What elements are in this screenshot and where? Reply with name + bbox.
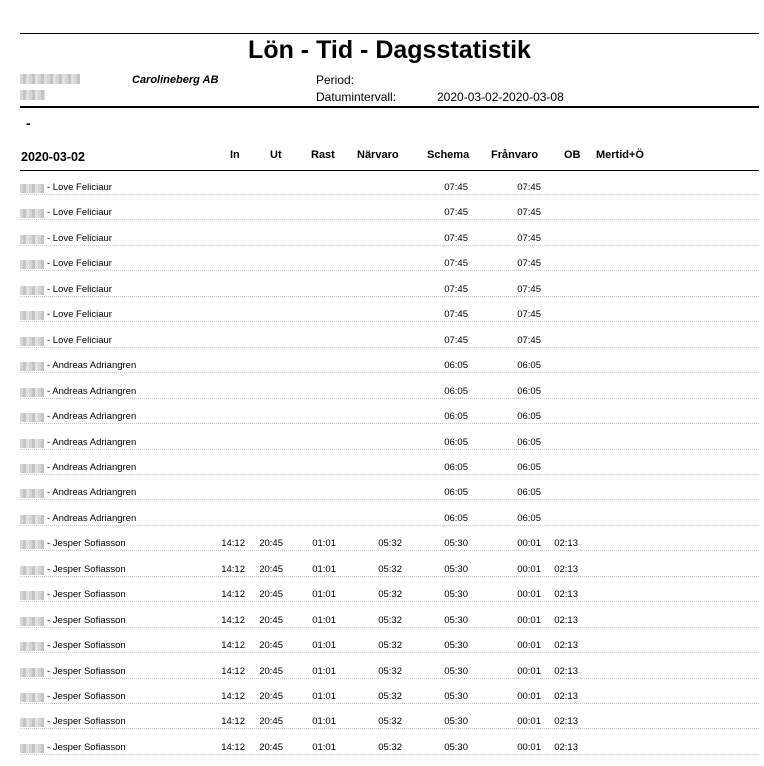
cell-schema: 05:30 <box>434 615 468 626</box>
redacted-employee-id <box>20 744 44 753</box>
row-leader-dots <box>20 678 759 679</box>
cell-ob: 02:13 <box>544 716 578 727</box>
cell-schema: 07:45 <box>434 335 468 346</box>
employee-name: - Jesper Sofiasson <box>47 563 126 575</box>
cell-schema: 07:45 <box>434 309 468 320</box>
cell-franvaro: 06:05 <box>507 487 541 498</box>
cell-franvaro: 00:01 <box>507 589 541 600</box>
redacted-employee-id <box>20 617 44 626</box>
redacted-employee-id <box>20 311 44 320</box>
cell-ut: 20:45 <box>249 666 283 677</box>
company-name: Carolineberg AB <box>132 74 219 86</box>
cell-schema: 05:30 <box>434 666 468 677</box>
cell-rast: 01:01 <box>302 589 336 600</box>
redacted-org-code <box>20 90 45 100</box>
cell-schema: 05:30 <box>434 640 468 651</box>
redacted-employee-id <box>20 286 44 295</box>
cell-schema: 05:30 <box>434 564 468 575</box>
redacted-employee-id <box>20 515 44 524</box>
employee-name: - Andreas Adriangren <box>47 360 137 372</box>
cell-ob: 02:13 <box>544 640 578 651</box>
table-row <box>20 462 759 480</box>
cell-schema: 06:05 <box>434 411 468 422</box>
employee-name: - Love Feliciaur <box>47 283 112 295</box>
row-leader-dots <box>20 576 759 577</box>
row-leader-dots <box>20 270 759 271</box>
cell-rast: 01:01 <box>302 564 336 575</box>
row-leader-dots <box>20 449 759 450</box>
cell-schema: 07:45 <box>434 284 468 295</box>
cell-ob: 02:13 <box>544 691 578 702</box>
date-heading: 2020-03-02 <box>21 150 85 164</box>
employee-name: - Jesper Sofiasson <box>47 665 126 677</box>
cell-ut: 20:45 <box>249 564 283 575</box>
row-leader-dots <box>20 754 759 755</box>
employee-name: - Jesper Sofiasson <box>47 741 126 753</box>
cell-schema: 05:30 <box>434 716 468 727</box>
cell-franvaro: 00:01 <box>507 742 541 753</box>
row-leader-dots <box>20 347 759 348</box>
cell-franvaro: 07:45 <box>507 207 541 218</box>
row-leader-dots <box>20 372 759 373</box>
employee-name: - Love Feliciaur <box>47 334 112 346</box>
row-leader-dots <box>20 219 759 220</box>
cell-ut: 20:45 <box>249 742 283 753</box>
cell-ut: 20:45 <box>249 589 283 600</box>
table-row <box>20 538 759 556</box>
employee-name: - Jesper Sofiasson <box>47 589 126 601</box>
cell-rast: 01:01 <box>302 538 336 549</box>
cell-franvaro: 00:01 <box>507 640 541 651</box>
cell-franvaro: 06:05 <box>507 462 541 473</box>
employee-name: - Love Feliciaur <box>47 182 112 193</box>
header-rule <box>20 106 759 108</box>
cell-franvaro: 07:45 <box>507 335 541 346</box>
row-leader-dots <box>20 245 759 246</box>
row-leader-dots <box>20 627 759 628</box>
row-leader-dots <box>20 474 759 475</box>
table-row <box>20 589 759 607</box>
row-leader-dots <box>20 601 759 602</box>
col-header-schema: Schema <box>427 149 470 161</box>
col-header-rast: Rast <box>311 149 335 161</box>
employee-name: - Love Feliciaur <box>47 309 112 321</box>
table-row <box>20 182 759 200</box>
row-leader-dots <box>20 321 759 322</box>
cell-schema: 06:05 <box>434 487 468 498</box>
cell-narvaro: 05:32 <box>368 691 402 702</box>
employee-name: - Jesper Sofiasson <box>47 538 126 550</box>
cell-schema: 06:05 <box>434 513 468 524</box>
redacted-employee-id <box>20 464 44 473</box>
cell-schema: 07:45 <box>434 182 468 193</box>
table-row <box>20 437 759 455</box>
row-leader-dots <box>20 652 759 653</box>
col-header-narvaro: Närvaro <box>357 149 399 161</box>
cell-schema: 07:45 <box>434 258 468 269</box>
cell-franvaro: 00:01 <box>507 538 541 549</box>
table-row <box>20 309 759 327</box>
cell-in: 14:12 <box>211 615 245 626</box>
cell-ob: 02:13 <box>544 564 578 575</box>
table-row <box>20 386 759 404</box>
redacted-employee-id <box>20 235 44 244</box>
cell-franvaro: 07:45 <box>507 258 541 269</box>
cell-ob: 02:13 <box>544 742 578 753</box>
table-row <box>20 335 759 353</box>
column-header-rule <box>20 170 759 171</box>
row-leader-dots <box>20 296 759 297</box>
cell-schema: 06:05 <box>434 360 468 371</box>
cell-franvaro: 06:05 <box>507 411 541 422</box>
cell-narvaro: 05:32 <box>368 666 402 677</box>
table-row <box>20 284 759 302</box>
row-leader-dots <box>20 499 759 500</box>
table-row <box>20 233 759 251</box>
cell-in: 14:12 <box>211 640 245 651</box>
cell-narvaro: 05:32 <box>368 589 402 600</box>
cell-rast: 01:01 <box>302 742 336 753</box>
redacted-employee-id <box>20 668 44 677</box>
cell-franvaro: 00:01 <box>507 691 541 702</box>
cell-schema: 06:05 <box>434 462 468 473</box>
row-leader-dots <box>20 398 759 399</box>
cell-franvaro: 07:45 <box>507 233 541 244</box>
employee-name: - Jesper Sofiasson <box>47 640 126 652</box>
cell-in: 14:12 <box>211 666 245 677</box>
redacted-employee-id <box>20 209 44 218</box>
cell-narvaro: 05:32 <box>368 640 402 651</box>
cell-franvaro: 00:01 <box>507 666 541 677</box>
redacted-employee-id <box>20 540 44 549</box>
employee-name: - Jesper Sofiasson <box>47 716 126 728</box>
redacted-employee-id <box>20 642 44 651</box>
employee-name: - Andreas Adriangren <box>47 385 137 397</box>
redacted-employee-id <box>20 693 44 702</box>
employee-name: - Andreas Adriangren <box>47 461 137 473</box>
report-title: Lön - Tid - Dagsstatistik <box>248 36 531 64</box>
redacted-employee-id <box>20 489 44 498</box>
row-leader-dots <box>20 194 759 195</box>
employee-name: - Andreas Adriangren <box>47 436 137 448</box>
cell-narvaro: 05:32 <box>368 716 402 727</box>
cell-in: 14:12 <box>211 538 245 549</box>
employee-name: - Andreas Adriangren <box>47 411 137 423</box>
row-leader-dots <box>20 703 759 704</box>
redacted-org-number <box>20 74 80 84</box>
redacted-employee-id <box>20 566 44 575</box>
cell-franvaro: 06:05 <box>507 360 541 371</box>
cell-rast: 01:01 <box>302 615 336 626</box>
interval-label: Datumintervall: <box>316 90 397 104</box>
cell-franvaro: 00:01 <box>507 564 541 575</box>
cell-ut: 20:45 <box>249 716 283 727</box>
interval-value: 2020-03-02-2020-03-08 <box>437 90 564 104</box>
table-row <box>20 640 759 658</box>
cell-narvaro: 05:32 <box>368 615 402 626</box>
cell-rast: 01:01 <box>302 640 336 651</box>
redacted-employee-id <box>20 439 44 448</box>
cell-schema: 06:05 <box>434 437 468 448</box>
cell-ob: 02:13 <box>544 615 578 626</box>
cell-schema: 06:05 <box>434 386 468 397</box>
cell-franvaro: 06:05 <box>507 386 541 397</box>
cell-rast: 01:01 <box>302 666 336 677</box>
cell-narvaro: 05:32 <box>368 564 402 575</box>
cell-franvaro: 07:45 <box>507 284 541 295</box>
cell-ut: 20:45 <box>249 538 283 549</box>
cell-in: 14:12 <box>211 691 245 702</box>
cell-in: 14:12 <box>211 716 245 727</box>
cell-franvaro: 07:45 <box>507 309 541 320</box>
cell-franvaro: 06:05 <box>507 513 541 524</box>
cell-ut: 20:45 <box>249 691 283 702</box>
employee-name: - Andreas Adriangren <box>47 487 137 499</box>
cell-ut: 20:45 <box>249 615 283 626</box>
cell-in: 14:12 <box>211 589 245 600</box>
table-row <box>20 716 759 734</box>
employee-name: - Andreas Adriangren <box>47 512 137 524</box>
redacted-employee-id <box>20 718 44 727</box>
cell-ut: 20:45 <box>249 640 283 651</box>
employee-name: - Love Feliciaur <box>47 207 112 219</box>
cell-schema: 07:45 <box>434 207 468 218</box>
col-header-franvaro: Frånvaro <box>491 149 539 161</box>
row-leader-dots <box>20 550 759 551</box>
table-row <box>20 742 759 760</box>
cell-schema: 05:30 <box>434 691 468 702</box>
cell-schema: 05:30 <box>434 538 468 549</box>
redacted-employee-id <box>20 413 44 422</box>
redacted-employee-id <box>20 388 44 397</box>
col-header-ut: Ut <box>270 149 282 161</box>
table-row <box>20 513 759 531</box>
table-row <box>20 411 759 429</box>
employee-name: - Jesper Sofiasson <box>47 691 126 702</box>
employee-name: - Jesper Sofiasson <box>47 614 126 626</box>
row-leader-dots <box>20 525 759 526</box>
col-header-mertid: Mertid+Ö <box>596 149 644 161</box>
cell-schema: 05:30 <box>434 589 468 600</box>
cell-rast: 01:01 <box>302 716 336 727</box>
cell-franvaro: 07:45 <box>507 182 541 193</box>
table-row <box>20 207 759 225</box>
table-row <box>20 666 759 684</box>
cell-franvaro: 06:05 <box>507 437 541 448</box>
row-leader-dots <box>20 728 759 729</box>
employee-name: - Love Feliciaur <box>47 232 112 244</box>
table-row <box>20 691 759 709</box>
redacted-employee-id <box>20 362 44 371</box>
cell-schema: 05:30 <box>434 742 468 753</box>
col-header-in: In <box>230 149 240 161</box>
cell-ob: 02:13 <box>544 589 578 600</box>
redacted-employee-id <box>20 184 44 193</box>
period-label: Period: <box>316 73 355 87</box>
cell-narvaro: 05:32 <box>368 538 402 549</box>
group-dash: - <box>26 115 31 131</box>
redacted-employee-id <box>20 260 44 269</box>
cell-rast: 01:01 <box>302 691 336 702</box>
cell-narvaro: 05:32 <box>368 742 402 753</box>
table-row <box>20 360 759 378</box>
cell-schema: 07:45 <box>434 233 468 244</box>
cell-in: 14:12 <box>211 564 245 575</box>
redacted-employee-id <box>20 337 44 346</box>
table-row <box>20 564 759 582</box>
employee-name: - Love Feliciaur <box>47 258 112 270</box>
table-row <box>20 615 759 633</box>
cell-in: 14:12 <box>211 742 245 753</box>
cell-ob: 02:13 <box>544 538 578 549</box>
row-leader-dots <box>20 423 759 424</box>
cell-ob: 02:13 <box>544 666 578 677</box>
table-row <box>20 487 759 505</box>
cell-franvaro: 00:01 <box>507 716 541 727</box>
redacted-employee-id <box>20 591 44 600</box>
table-row <box>20 258 759 276</box>
col-header-ob: OB <box>564 149 581 161</box>
cell-franvaro: 00:01 <box>507 615 541 626</box>
